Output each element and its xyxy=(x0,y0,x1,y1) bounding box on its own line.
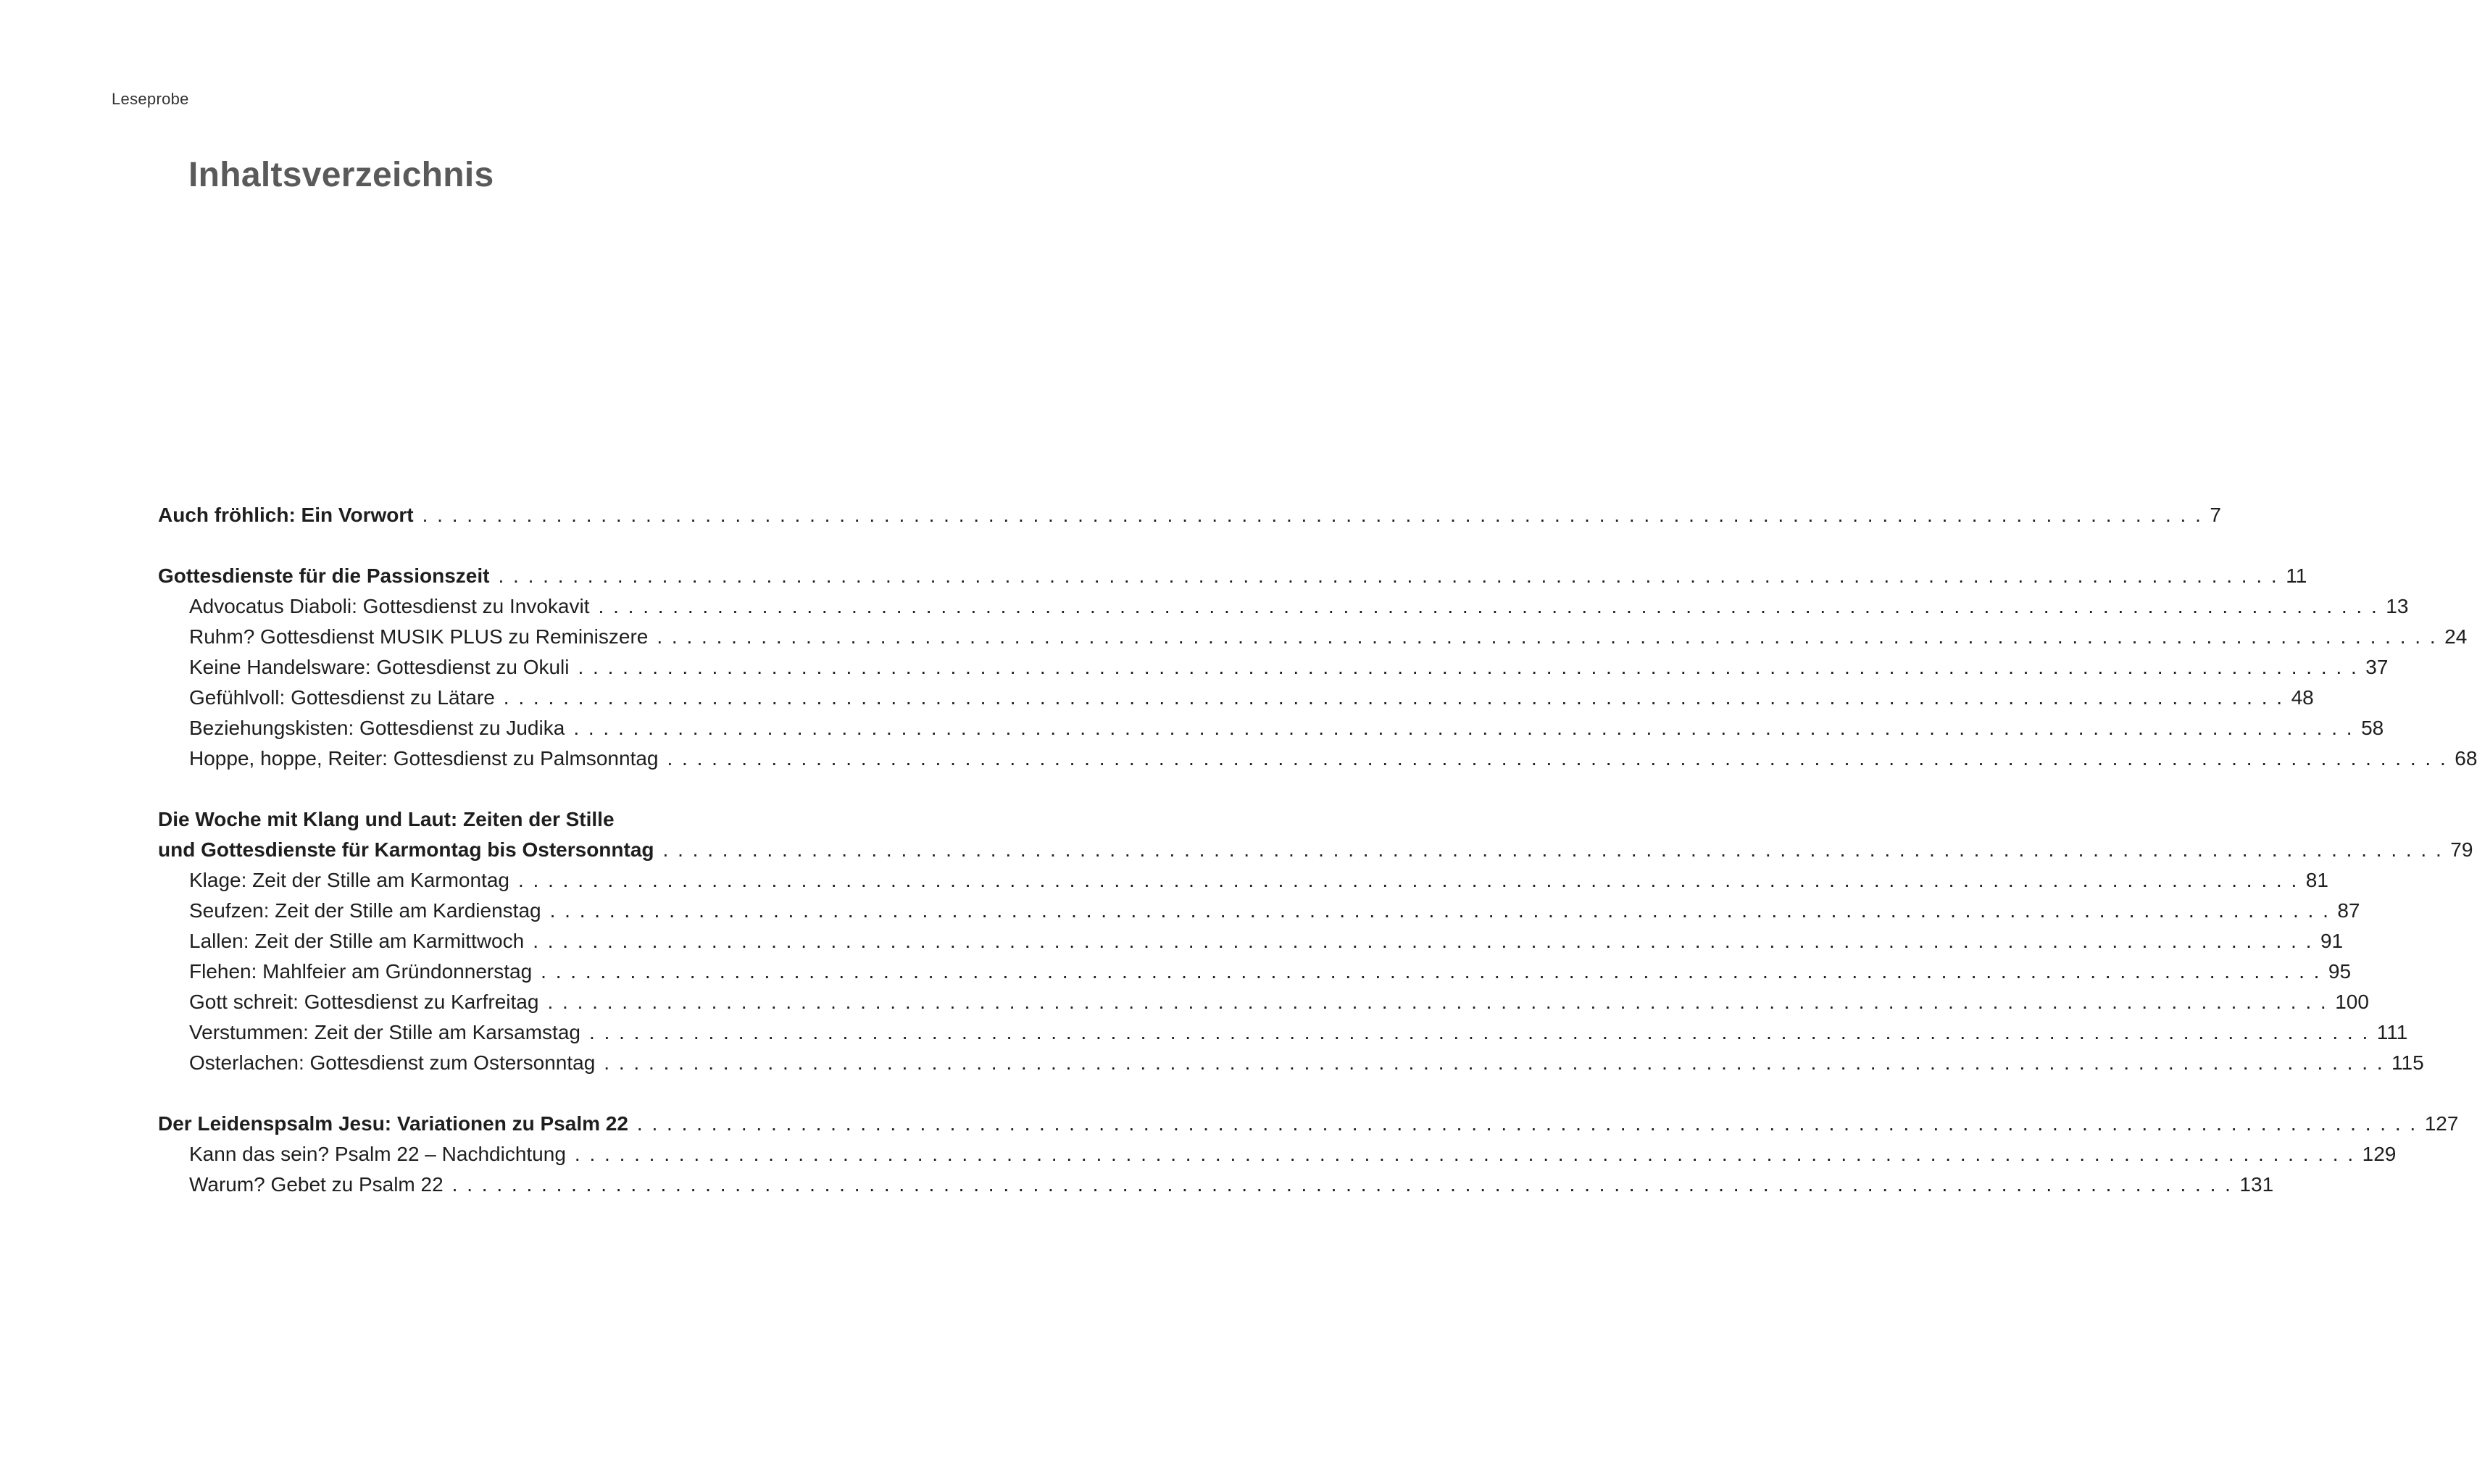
page-title: Inhaltsverzeichnis xyxy=(188,156,494,194)
entry-title: Keine Handelsware: Gottesdienst zu Okuli xyxy=(189,656,570,678)
page-number: 13 xyxy=(2386,595,2409,617)
dot-leader: . . . . . . . . . . . . . . . . . . . . . . . . . . . . . . . . . . . . . . . . . . . . . . . . . . . . . . . . . . . . . . . . . . . . . . . . . . . . . . . . . . . . . . . . . . . . . . . . . . . . . . . . . . . . . . . . . . . . . . . . xyxy=(498,564,2279,587)
entry-title: Gott schreit: Gottesdienst zu Karfreitag xyxy=(189,991,539,1013)
entry-title: Klage: Zeit der Stille am Karmontag xyxy=(189,869,509,891)
entry-title: Osterlachen: Gottesdienst zum Ostersonntag xyxy=(189,1051,596,1074)
dot-leader: . . . . . . . . . . . . . . . . . . . . . . . . . . . . . . . . . . . . . . . . . . . . . . . . . . . . . . . . . . . . . . . . . . . . . . . . . . . . . . . . . . . . . . . . . . . . . . . . . . . . . . . . . . . . . . . . . . . . . . . . xyxy=(503,686,2284,709)
page-number: 7 xyxy=(2210,504,2221,526)
dot-leader: . . . . . . . . . . . . . . . . . . . . . . . . . . . . . . . . . . . . . . . . . . . . . . . . . . . . . . . . . . . . . . . . . . . . . . . . . . . . . . . . . . . . . . . . . . . . . . . . . . . . . . . . . . . . . . . . . . . . . . . . xyxy=(533,930,2313,952)
page-number: 48 xyxy=(2291,686,2314,709)
entry-title: Advocatus Diaboli: Gottesdienst zu Invokavit xyxy=(189,595,590,617)
entry-title: Lallen: Zeit der Stille am Karmittwoch xyxy=(189,930,525,952)
dot-leader: . . . . . . . . . . . . . . . . . . . . . . . . . . . . . . . . . . . . . . . . . . . . . . . . . . . . . . . . . . . . . . . . . . . . . . . . . . . . . . . . . . . . . . . . . . . . . . . . . . . . . . . . . . . . . . . . . . . . . . . . xyxy=(588,1021,2370,1043)
dot-leader: . . . . . . . . . . . . . . . . . . . . . . . . . . . . . . . . . . . . . . . . . . . . . . . . . . . . . . . . . . . . . . . . . . . . . . . . . . . . . . . . . . . . . . . . . . . . . . . . . . . . . . . . . . . . . . . . . . . . . . . . xyxy=(578,656,2359,678)
dot-leader: . . . . . . . . . . . . . . . . . . . . . . . . . . . . . . . . . . . . . . . . . . . . . . . . . . . . . . . . . . . . . . . . . . . . . . . . . . . . . . . . . . . . . . . . . . . . . . . . . . . . . . . . . . . . . . . . . . . . . . . . xyxy=(598,595,2379,617)
dot-leader: . . . . . . . . . . . . . . . . . . . . . . . . . . . . . . . . . . . . . . . . . . . . . . . . . . . . . . . . . . . . . . . . . . . . . . . . . . . . . . . . . . . . . . . . . . . . . . . . . . . . . . . . . . . . . . . . . . . . . . . . xyxy=(574,1143,2355,1165)
section-heading-text: Der Leidenspsalm Jesu: Variationen zu Psalm 22 xyxy=(158,1112,628,1135)
entry-title: Hoppe, hoppe, Reiter: Gottesdienst zu Palmsonntag xyxy=(189,747,659,770)
entry-title: Kann das sein? Psalm 22 – Nachdichtung xyxy=(189,1143,566,1165)
page-number: 100 xyxy=(2335,991,2369,1013)
dot-leader: . . . . . . . . . . . . . . . . . . . . . . . . . . . . . . . . . . . . . . . . . . . . . . . . . . . . . . . . . . . . . . . . . . . . . . . . . . . . . . . . . . . . . . . . . . . . . . . . . . . . . . . . . . . . . . . . . . . . . . . . xyxy=(657,625,2438,648)
entry-title: Verstummen: Zeit der Stille am Karsamstag xyxy=(189,1021,580,1043)
dot-leader: . . . . . . . . . . . . . . . . . . . . . . . . . . . . . . . . . . . . . . . . . . . . . . . . . . . . . . . . . . . . . . . . . . . . . . . . . . . . . . . . . . . . . . . . . . . . . . . . . . . . . . . . . . . . . . . . . . . . . . . . xyxy=(541,960,2321,983)
page-number: 129 xyxy=(2362,1143,2397,1165)
page-number: 131 xyxy=(2239,1173,2274,1196)
toc-section-heading xyxy=(158,561,2307,591)
page-number: 91 xyxy=(2320,930,2344,952)
toc-entry xyxy=(158,865,2328,896)
entry-title: Gefühlvoll: Gottesdienst zu Lätare xyxy=(189,686,495,709)
section-heading-text: und Gottesdienste für Karmontag bis Ostersonntag xyxy=(158,838,654,861)
toc-section xyxy=(158,500,2221,530)
toc-section-heading xyxy=(158,835,2473,865)
entry-title: Ruhm? Gottesdienst MUSIK PLUS zu Reminiszere xyxy=(189,625,649,648)
page-number: 95 xyxy=(2328,960,2352,983)
entry-title: Seufzen: Zeit der Stille am Kardienstag xyxy=(189,899,541,922)
toc-entry xyxy=(158,652,2389,683)
toc-entry xyxy=(158,713,2384,743)
toc-section-heading xyxy=(158,804,825,835)
dot-leader: . . . . . . . . . . . . . . . . . . . . . . . . . . . . . . . . . . . . . . . . . . . . . . . . . . . . . . . . . . . . . . . . . . . . . . . . . . . . . . . . . . . . . . . . . . . . . . . . . . . . . . . . . . . . . . . . . . . . . . . . xyxy=(662,838,2444,861)
page-number: 115 xyxy=(2391,1051,2424,1074)
toc-entry xyxy=(158,956,2352,987)
dot-leader: . . . . . . . . . . . . . . . . . . . . . . . . . . . . . . . . . . . . . . . . . . . . . . . . . . . . . . . . . . . . . . . . . . . . . . . . . . . . . . . . . . . . . . . . . . . . . . . . . . . . . . . . . . . . . . . . . . . . . . . . xyxy=(604,1051,2385,1074)
entry-title: Flehen: Mahlfeier am Gründonnerstag xyxy=(189,960,533,983)
toc-entry xyxy=(158,683,2314,713)
dot-leader: . . . . . . . . . . . . . . . . . . . . . . . . . . . . . . . . . . . . . . . . . . . . . . . . . . . . . . . . . . . . . . . . . . . . . . . . . . . . . . . . . . . . . . . . . . . . . . . . . . . . . . . . . . . . . . . . . . . . . . . . xyxy=(451,1173,2233,1196)
header-label: Leseprobe xyxy=(112,90,189,108)
dot-leader: . . . . . . . . . . . . . . . . . . . . . . . . . . . . . . . . . . . . . . . . . . . . . . . . . . . . . . . . . . . . . . . . . . . . . . . . . . . . . . . . . . . . . . . . . . . . . . . . . . . . . . . . . . . . . . . . . . . . . . . . xyxy=(517,869,2299,891)
dot-leader: . . . . . . . . . . . . . . . . . . . . . . . . . . . . . . . . . . . . . . . . . . . . . . . . . . . . . . . . . . . . . . . . . . . . . . . . . . . . . . . . . . . . . . . . . . . . . . . . . . . . . . . . . . . . . . . . . . . . . . . . xyxy=(422,504,2203,526)
section-heading-text: Auch fröhlich: Ein Vorwort xyxy=(158,504,414,526)
page-number: 111 xyxy=(2376,1021,2408,1043)
toc-entry xyxy=(158,591,2409,622)
toc-entry xyxy=(158,743,2477,774)
page-number: 79 xyxy=(2450,838,2473,861)
table-of-contents xyxy=(158,500,2477,1230)
entry-title: Beziehungskisten: Gottesdienst zu Judika xyxy=(189,717,565,739)
toc-entry xyxy=(158,896,2360,926)
page-number: 24 xyxy=(2444,625,2468,648)
toc-entry xyxy=(158,1170,2274,1200)
toc-section xyxy=(158,804,2473,1078)
dot-leader: . . . . . . . . . . . . . . . . . . . . . . . . . . . . . . . . . . . . . . . . . . . . . . . . . . . . . . . . . . . . . . . . . . . . . . . . . . . . . . . . . . . . . . . . . . . . . . . . . . . . . . . . . . . . . . . . . . . . . . . . xyxy=(636,1112,2418,1135)
toc-section xyxy=(158,561,2477,774)
toc-section-heading xyxy=(158,500,2221,530)
page-number: 68 xyxy=(2455,747,2477,770)
page-number: 81 xyxy=(2305,869,2328,891)
section-heading-text: Gottesdienste für die Passionszeit xyxy=(158,564,490,587)
toc-entry xyxy=(158,926,2344,956)
page-number: 11 xyxy=(2286,564,2307,587)
toc-entry xyxy=(158,1139,2397,1170)
page-number: 87 xyxy=(2337,899,2360,922)
dot-leader: . . . . . . . . . . . . . . . . . . . . . . . . . . . . . . . . . . . . . . . . . . . . . . . . . . . . . . . . . . . . . . . . . . . . . . . . . . . . . . . . . . . . . . . . . . . . . . . . . . . . . . . . . . . . . . . . . . . . . . . . xyxy=(573,717,2355,739)
entry-title: Warum? Gebet zu Psalm 22 xyxy=(189,1173,444,1196)
toc-entry xyxy=(158,987,2369,1017)
toc-section-heading xyxy=(158,1109,2459,1139)
section-heading-text: Die Woche mit Klang und Laut: Zeiten der Stille xyxy=(158,808,615,830)
page-number: 127 xyxy=(2424,1112,2459,1135)
dot-leader: . . . . . . . . . . . . . . . . . . . . . . . . . . . . . . . . . . . . . . . . . . . . . . . . . . . . . . . . . . . . . . . . . . . . . . . . . . . . . . . . . . . . . . . . . . . . . . . . . . . . . . . . . . . . . . . . . . . . . . . . xyxy=(667,747,2448,770)
toc-entry xyxy=(158,1017,2408,1048)
page-number: 37 xyxy=(2365,656,2389,678)
page-number: 58 xyxy=(2361,717,2384,739)
dot-leader: . . . . . . . . . . . . . . . . . . . . . . . . . . . . . . . . . . . . . . . . . . . . . . . . . . . . . . . . . . . . . . . . . . . . . . . . . . . . . . . . . . . . . . . . . . . . . . . . . . . . . . . . . . . . . . . . . . . . . . . . xyxy=(547,991,2328,1013)
dot-leader: . . . . . . . . . . . . . . . . . . . . . . . . . . . . . . . . . . . . . . . . . . . . . . . . . . . . . . . . . . . . . . . . . . . . . . . . . . . . . . . . . . . . . . . . . . . . . . . . . . . . . . . . . . . . . . . . . . . . . . . . xyxy=(549,899,2331,922)
toc-entry xyxy=(158,1048,2424,1078)
toc-entry xyxy=(158,622,2468,652)
toc-section xyxy=(158,1109,2459,1200)
